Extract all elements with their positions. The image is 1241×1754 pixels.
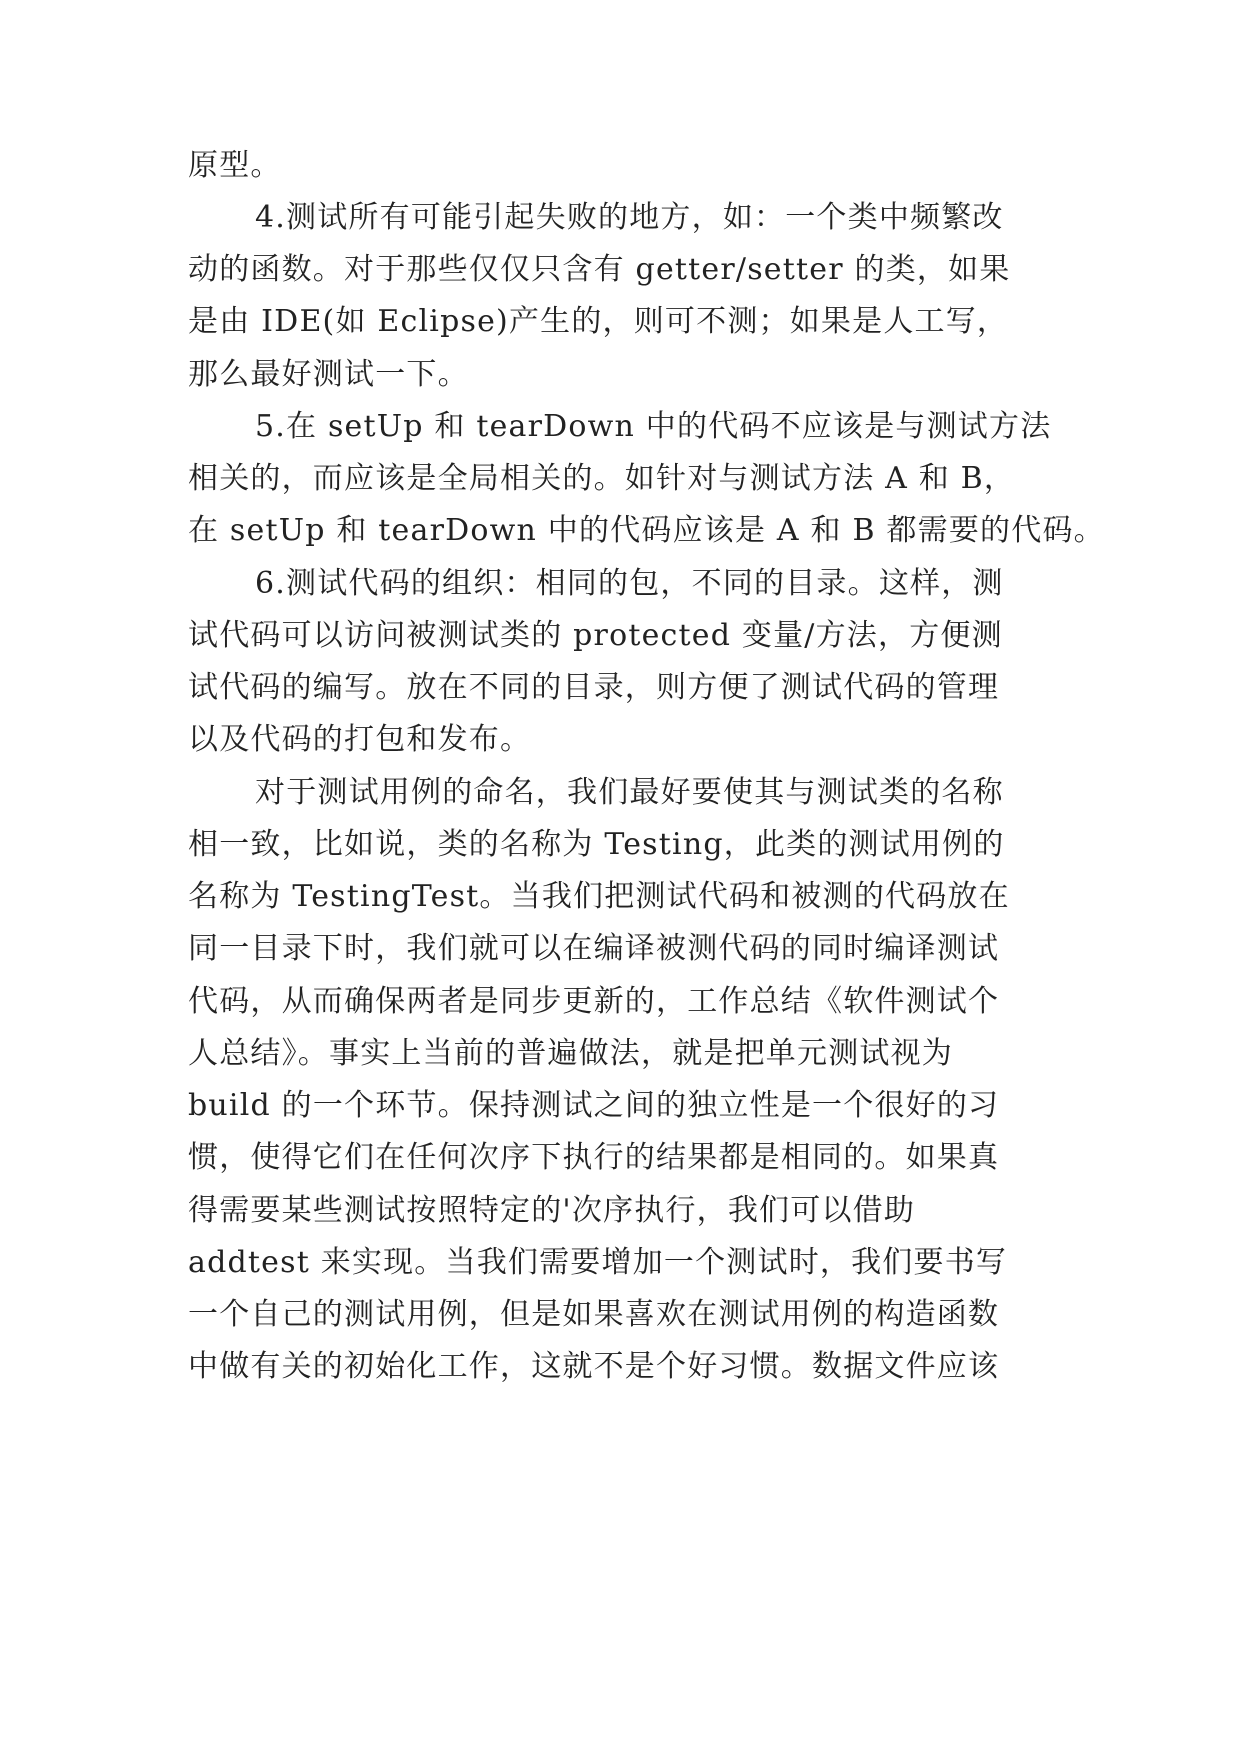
text-line: 惯，使得它们在任何次序下执行的结果都是相同的。如果真 (188, 1140, 1000, 1175)
text-line: 4.测试所有可能引起失败的地方，如：一个类中频繁改 (255, 200, 1004, 235)
text-line: 6.测试代码的组织：相同的包，不同的目录。这样，测 (255, 566, 1004, 601)
text-line: 代码，从而确保两者是同步更新的，工作总结《软件测试个 (188, 984, 1000, 1019)
text-line: 在 setUp 和 tearDown 中的代码应该是 A 和 B 都需要的代码。 (188, 513, 1105, 548)
text-line: build 的一个环节。保持测试之间的独立性是一个很好的习 (188, 1088, 1000, 1123)
text-line: 动的函数。对于那些仅仅只含有 getter/setter 的类，如果 (188, 252, 1011, 287)
text-line: 得需要某些测试按照特定的'次序执行，我们可以借助 (188, 1193, 916, 1228)
text-line: 一个自己的测试用例，但是如果喜欢在测试用例的构造函数 (188, 1297, 1000, 1332)
text-line: 相关的，而应该是全局相关的。如针对与测试方法 A 和 B， (188, 461, 1016, 496)
text-line: 对于测试用例的命名，我们最好要使其与测试类的名称 (255, 775, 1004, 810)
text-line: 名称为 TestingTest。当我们把测试代码和被测的代码放在 (188, 879, 1010, 914)
text-line: 同一目录下时，我们就可以在编译被测代码的同时编译测试 (188, 931, 1000, 966)
text-line: 试代码可以访问被测试类的 protected 变量/方法，方便测 (188, 618, 1003, 653)
text-line: 原型。 (188, 148, 282, 183)
text-line: 以及代码的打包和发布。 (188, 722, 532, 757)
text-line: 5.在 setUp 和 tearDown 中的代码不应该是与测试方法 (255, 409, 1052, 444)
text-line: 那么最好测试一下。 (188, 357, 469, 392)
text-line: 人总结》。事实上当前的普遍做法，就是把单元测试视为 (188, 1036, 953, 1071)
text-line: addtest 来实现。当我们需要增加一个测试时，我们要书写 (188, 1245, 1008, 1280)
text-line: 中做有关的初始化工作，这就不是个好习惯。数据文件应该 (188, 1349, 1000, 1384)
text-line: 相一致，比如说，类的名称为 Testing，此类的测试用例的 (188, 827, 1005, 862)
text-line: 试代码的编写。放在不同的目录，则方便了测试代码的管理 (188, 670, 1000, 705)
text-line: 是由 IDE(如 Eclipse)产生的，则可不测；如果是人工写， (188, 304, 1009, 339)
